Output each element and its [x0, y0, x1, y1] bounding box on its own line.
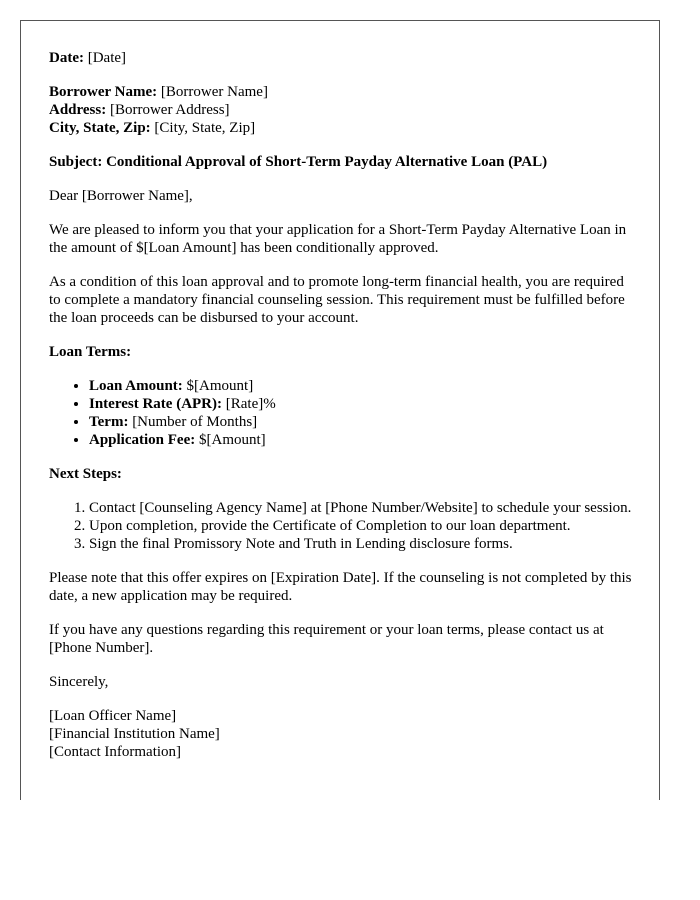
- institution-name: [Financial Institution Name]: [49, 726, 220, 742]
- questions-paragraph: If you have any questions regarding this requirement or your loan terms, please contact us at [Phone Number].: [49, 622, 604, 656]
- borrower-address-line: [49, 101, 639, 119]
- borrower-name-line: [49, 83, 639, 101]
- loan-term-item: [89, 431, 639, 449]
- borrower-address-value: [Borrower Address]: [109, 102, 230, 118]
- date-value: [Date]: [87, 50, 127, 66]
- borrower-block: [49, 83, 639, 137]
- next-steps-list: [49, 499, 639, 553]
- condition-paragraph: As a condition of this loan approval and to promote long-term financial health, you are required to complete a mandatory financial counseling session. This requirement must be fulfilled before the loan proceeds can be disbursed to your account.: [49, 274, 625, 326]
- borrower-address-label: Address:: [49, 102, 107, 118]
- loan-term-label: Loan Amount:: [89, 378, 183, 394]
- date-line: [49, 49, 639, 67]
- loan-term-item: [89, 395, 639, 413]
- next-step-item: 2. Upon completion, provide the Certificate of Completion to our loan department.: [89, 517, 639, 535]
- subject-line: Subject: Conditional Approval of Short-Term Payday Alternative Loan (PAL): [49, 154, 548, 170]
- borrower-name-label: Borrower Name:: [49, 84, 158, 100]
- loan-term-item: [89, 413, 639, 431]
- borrower-city-line: [49, 119, 639, 137]
- loan-term-value: [Number of Months]: [132, 414, 258, 430]
- intro-paragraph: We are pleased to inform you that your application for a Short-Term Payday Alternative Loan in the amount of $[Loan Amount] has been conditionally approved.: [49, 222, 627, 256]
- sign-off: Sincerely,: [49, 674, 109, 690]
- next-steps-heading: Next Steps:: [49, 466, 122, 482]
- loan-term-label: Interest Rate (APR):: [89, 396, 223, 412]
- loan-term-item: [89, 377, 639, 395]
- next-step-item: 3. Sign the final Promissory Note and Truth in Lending disclosure forms.: [89, 535, 639, 553]
- next-step-item: 1. Contact [Counseling Agency Name] at [Phone Number/Website] to schedule your session.: [89, 499, 639, 517]
- contact-information: [Contact Information]: [49, 744, 182, 760]
- date-label: Date:: [49, 50, 84, 66]
- loan-term-label: Term:: [89, 414, 129, 430]
- loan-term-label: Application Fee:: [89, 432, 196, 448]
- loan-term-value: $[Amount]: [199, 432, 266, 448]
- loan-term-value: [Rate]%: [225, 396, 276, 412]
- loan-term-value: $[Amount]: [186, 378, 254, 394]
- borrower-city-label: City, State, Zip:: [49, 120, 151, 136]
- loan-terms-list: [49, 377, 639, 449]
- signature-block: [49, 707, 639, 761]
- expiry-paragraph: Please note that this offer expires on [Expiration Date]. If the counseling is not completed by this date, a new application may be required.: [49, 570, 632, 604]
- letter-body: [49, 49, 639, 761]
- letter-page: [20, 20, 660, 800]
- salutation: Dear [Borrower Name],: [49, 188, 193, 204]
- loan-officer-name: [Loan Officer Name]: [49, 708, 177, 724]
- borrower-name-value: [Borrower Name]: [160, 84, 268, 100]
- borrower-city-value: [City, State, Zip]: [154, 120, 256, 136]
- loan-terms-heading: Loan Terms:: [49, 344, 132, 360]
